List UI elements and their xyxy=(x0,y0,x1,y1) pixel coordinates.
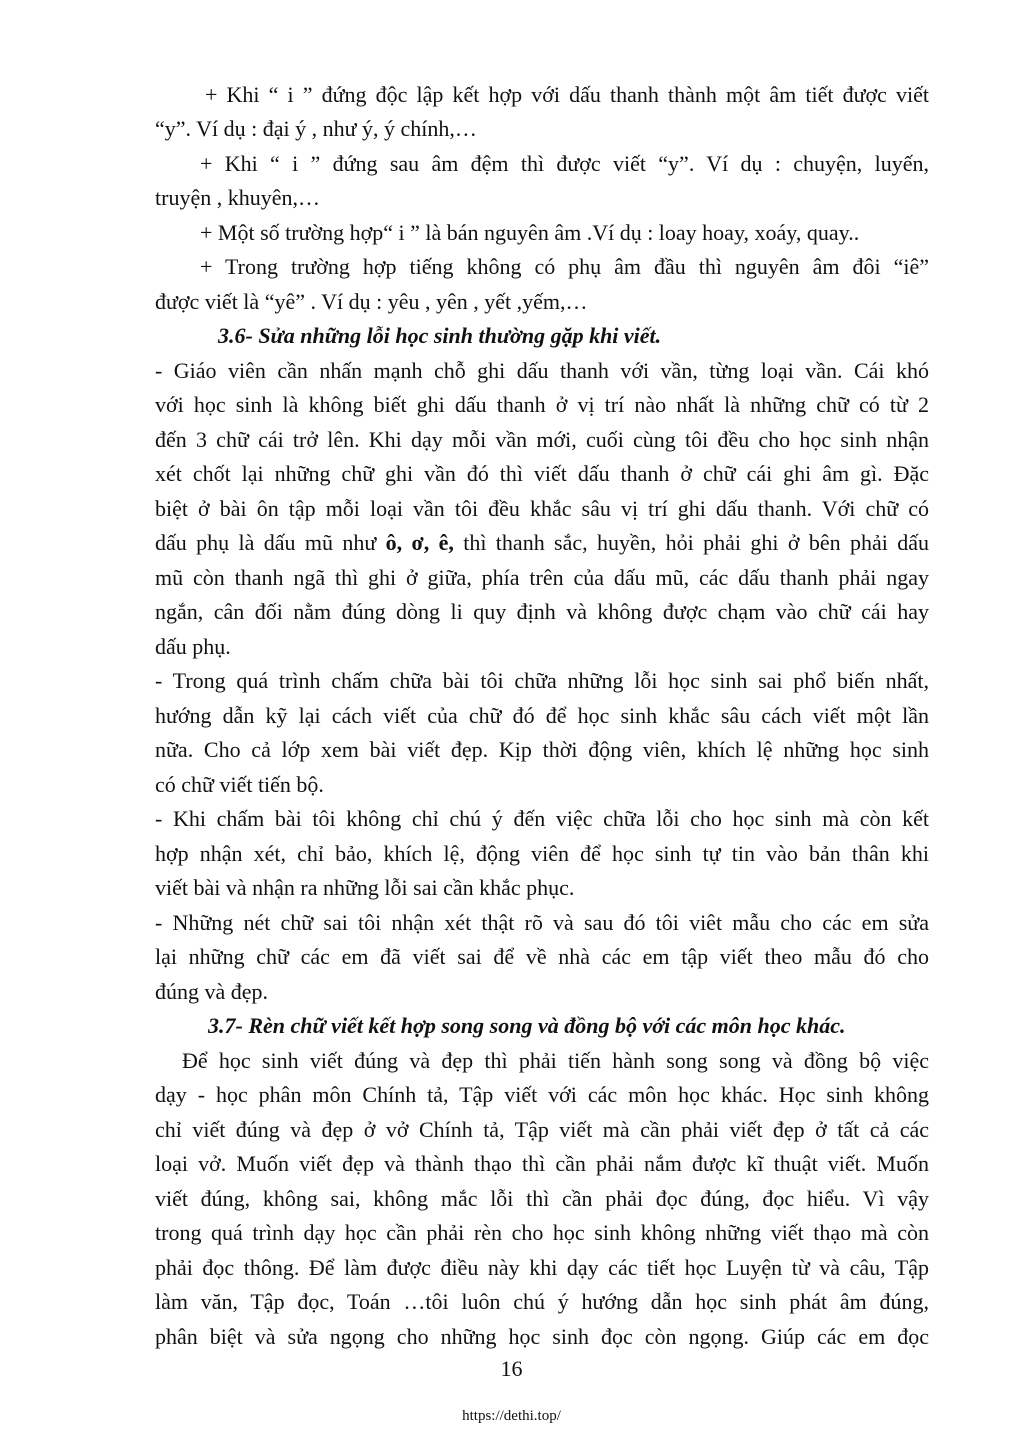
text-line: xét chốt lại những chữ ghi vần đó thì viết dấu thanh ở chữ cái ghi âm gì. Đặc xyxy=(155,461,929,486)
bold-segment: ô, ơ, ê, xyxy=(385,530,454,555)
text-line: - Trong quá trình chấm chữa bài tôi chữa những lỗi học sinh sai phổ biến nhất, xyxy=(155,668,929,693)
text-line: có chữ viết tiến bộ. xyxy=(155,772,324,797)
footer-url[interactable]: https://dethi.top/ xyxy=(462,1408,561,1424)
text-line: + Trong trường hợp tiếng không có phụ âm đầu thì nguyên âm đôi “iê” xyxy=(200,254,929,279)
text-line: đến 3 chữ cái trở lên. Khi dạy mỗi vần mới, cuối cùng tôi đều cho học sinh nhận xyxy=(155,427,929,452)
text-line: + Khi “ i ” đứng độc lập kết hợp với dấu thanh thành một âm tiết được viết xyxy=(205,82,929,107)
text-line: - Những nét chữ sai tôi nhận xét thật rõ và sau đó tôi viêt mẫu cho các em sửa xyxy=(155,910,929,935)
section-heading-3-6: 3.6- Sửa những lỗi học sinh thường gặp khi viết. xyxy=(218,323,662,348)
text-line: dạy - học phân môn Chính tả, Tập viết với các môn học khác. Học sinh không xyxy=(155,1082,929,1107)
text-line: + Khi “ i ” đứng sau âm đệm thì được viết “y”. Ví dụ : chuyện, luyến, xyxy=(200,151,929,176)
text-line: viết đúng, không sai, không mắc lỗi thì cần phải đọc đúng, đọc hiểu. Vì vậy xyxy=(155,1186,929,1211)
text-line: - Giáo viên cần nhấn mạnh chỗ ghi dấu thanh với vần, từng loại vần. Cái khó xyxy=(155,358,929,383)
text-line: Để học sinh viết đúng và đẹp thì phải tiến hành song song và đồng bộ việc xyxy=(182,1048,929,1073)
text-line: lại những chữ các em đã viết sai để về nhà các em tập viết theo mẫu đó cho xyxy=(155,944,929,969)
text-line: ngắn, cân đối nằm đúng dòng li quy định và không được chạm vào chữ cái hay xyxy=(155,599,929,624)
text-line: loại vở. Muốn viết đẹp và thành thạo thì cần phải nắm được kĩ thuật viết. Muốn xyxy=(155,1151,929,1176)
text-line: + Một số trường hợp“ i ” là bán nguyên âm .Ví dụ : loay hoay, xoáy, quay.. xyxy=(200,220,860,245)
text-line xyxy=(155,526,929,560)
text-line: - Khi chấm bài tôi không chỉ chú ý đến việc chữa lỗi cho học sinh mà còn kết xyxy=(155,806,929,831)
text-line: mũ còn thanh ngã thì ghi ở giữa, phía trên của dấu mũ, các dấu thanh phải ngay xyxy=(155,565,929,590)
text-line: biệt ở bài ôn tập mỗi loại vần tôi đều khắc sâu vị trí ghi dấu thanh. Với chữ có xyxy=(155,496,929,521)
text-line: hướng dẫn kỹ lại cách viết của chữ đó để học sinh khắc sâu cách viết một lần xyxy=(155,703,929,728)
text-line: làm văn, Tập đọc, Toán …tôi luôn chú ý hướng dẫn học sinh phát âm đúng, xyxy=(155,1289,929,1314)
text-line: trong quá trình dạy học cần phải rèn cho học sinh không những viết thạo mà còn xyxy=(155,1220,929,1245)
text-line: chỉ viết đúng và đẹp ở vở Chính tả, Tập viết mà cần phải viết đẹp ở tất cả các xyxy=(155,1117,929,1142)
text-line: được viết là “yê” . Ví dụ : yêu , yên , yết ,yếm,… xyxy=(155,289,588,314)
text-line: dấu phụ. xyxy=(155,634,231,659)
text-line: phân biệt và sửa ngọng cho những học sinh đọc còn ngọng. Giúp các em đọc xyxy=(155,1324,929,1349)
text-segment: dấu phụ là dấu mũ như xyxy=(155,530,377,555)
text-line: nữa. Cho cả lớp xem bài viết đẹp. Kịp thời động viên, khích lệ những học sinh xyxy=(155,737,929,762)
page-number: 16 xyxy=(500,1356,523,1381)
text-line: hợp nhận xét, chỉ bảo, khích lệ, động viên để học sinh tự tin vào bản thân khi xyxy=(155,841,929,866)
section-heading-3-7: 3.7- Rèn chữ viết kết hợp song song và đồng bộ với các môn học khác. xyxy=(208,1013,846,1038)
text-line: đúng và đẹp. xyxy=(155,979,269,1004)
text-line: “y”. Ví dụ : đại ý , như ý, ý chính,… xyxy=(155,116,477,141)
text-line: với học sinh là không biết ghi dấu thanh ở vị trí nào nhất là những chữ có từ 2 xyxy=(155,392,929,417)
text-line: phải đọc thông. Để làm được điều này khi dạy các tiết học Luyện từ và câu, Tập xyxy=(155,1255,929,1280)
text-segment: thì thanh sắc, huyền, hỏi phải ghi ở bên phải dấu xyxy=(463,530,929,555)
text-line: viết bài và nhận ra những lỗi sai cần khắc phục. xyxy=(155,875,575,900)
text-line: truyện , khuyên,… xyxy=(155,185,320,210)
